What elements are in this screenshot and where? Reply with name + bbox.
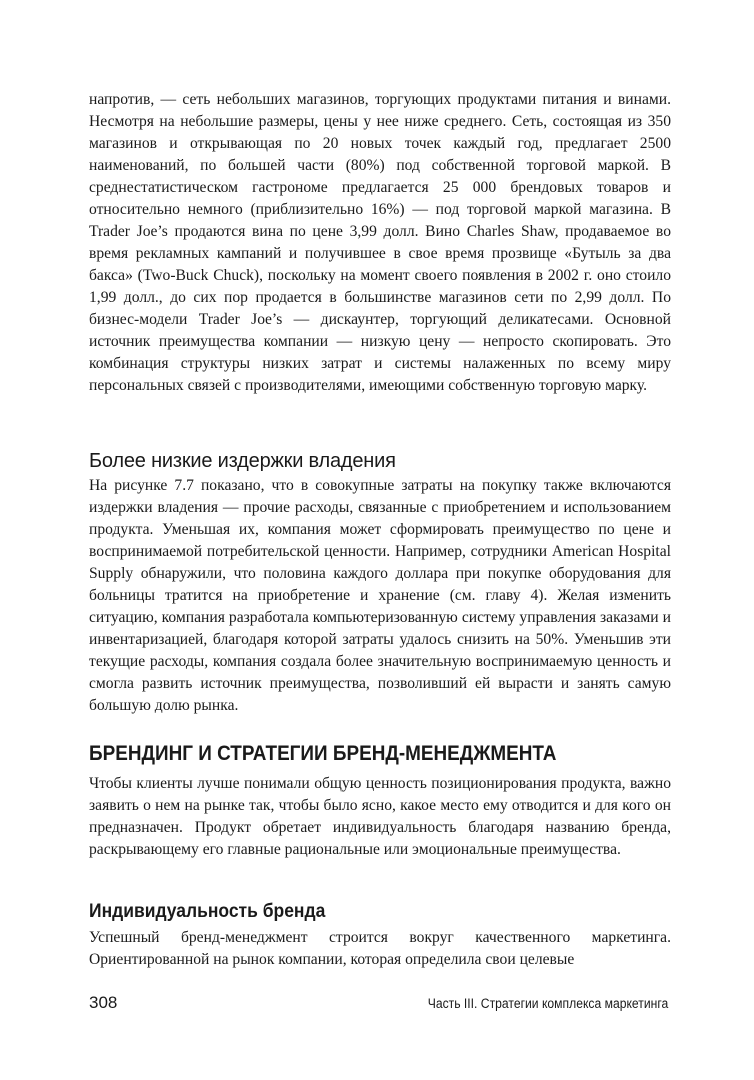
paragraph-branding: Чтобы клиенты лучше понимали общую ценность позиционирования продукта, важно заявить о нем на рынке так, чтобы было ясно, какое место ему отводится и для кого он предназначен. Продукт обретает индивидуальность благодаря названию бренда, раскрывающему его главные рациональные или эмоциональные преимущества. xyxy=(89,775,671,858)
chapter-section-heading-branding: БРЕНДИНГ И СТРАТЕГИИ БРЕНД-МЕНЕДЖМЕНТА xyxy=(89,741,557,765)
page-number: 308 xyxy=(89,993,118,1012)
section-heading-ownership-costs: Более низкие издержки владения xyxy=(89,450,396,472)
paragraph-ownership-costs: На рисунке 7.7 показано, что в совокупные затраты на покупку также включаются издержки владения — прочие расходы, связанные с приобретением и использованием продукта. Уменьшая их, компания может сформировать преимущество по цене и воспринимаемой потребительской ценности. Например, сотрудники American Hospital Supply обнаружили, что половина каждого доллара при покупке оборудования для больницы тратится на приобретение и хранение (см. главу 4). Желая изменить ситуацию, компания разработала компьютеризованную систему управления заказами и инвентаризацией, благодаря которой затраты удалось снизить на 50%. Уменьшив эти текущие расходы, компания создала более значительную воспринимаемую ценность и смогла развить источник преимущества, позволивший ей вырасти и занять самую большую долю рынка. xyxy=(89,477,671,714)
paragraph-trader-joes: напротив, — сеть небольших магазинов, торгующих продуктами питания и винами. Несмотря на небольшие размеры, цены у нее ниже среднего. Сеть, состоящая из 350 магазинов и открывающая по 20 новых точек каждый год, предлагает 2500 наименований, по большей части (80%) под собственной торговой маркой. В среднестатистическом гастрономе предлагается 25 000 брендовых товаров и относительно немного (приблизительно 16%) — под торговой маркой магазина. В Trader Joe’s продаются вина по цене 3,99 долл. Вино Charles Shaw, продаваемое во время рекламных кампаний и получившее в свое время прозвище «Бутыль за два бакса» (Two-Buck Chuck), поскольку на момент своего появления в 2002 г. оно стоило 1,99 долл., до сих пор продается в большинстве магазинов сети по 2,99 долл. По бизнес-модели Trader Joe’s — дискаунтер, торгующий деликатесами. Основной источник преимущества компании — низкую цену — непросто скопировать. Это комбинация структуры низких затрат и системы налаженных по всему миру персональных связей с производителями, имеющими собственную торговую марку. xyxy=(89,91,671,394)
running-footer-title: Часть III. Стратегии комплекса маркетинга xyxy=(427,996,668,1011)
paragraph-brand-identity: Успешный бренд-менеджмент строится вокруг качественного маркетинга. Ориентированной на рынок компании, которая определила свои целевые xyxy=(89,929,671,968)
subsection-heading-brand-identity: Индивидуальность бренда xyxy=(89,901,326,922)
